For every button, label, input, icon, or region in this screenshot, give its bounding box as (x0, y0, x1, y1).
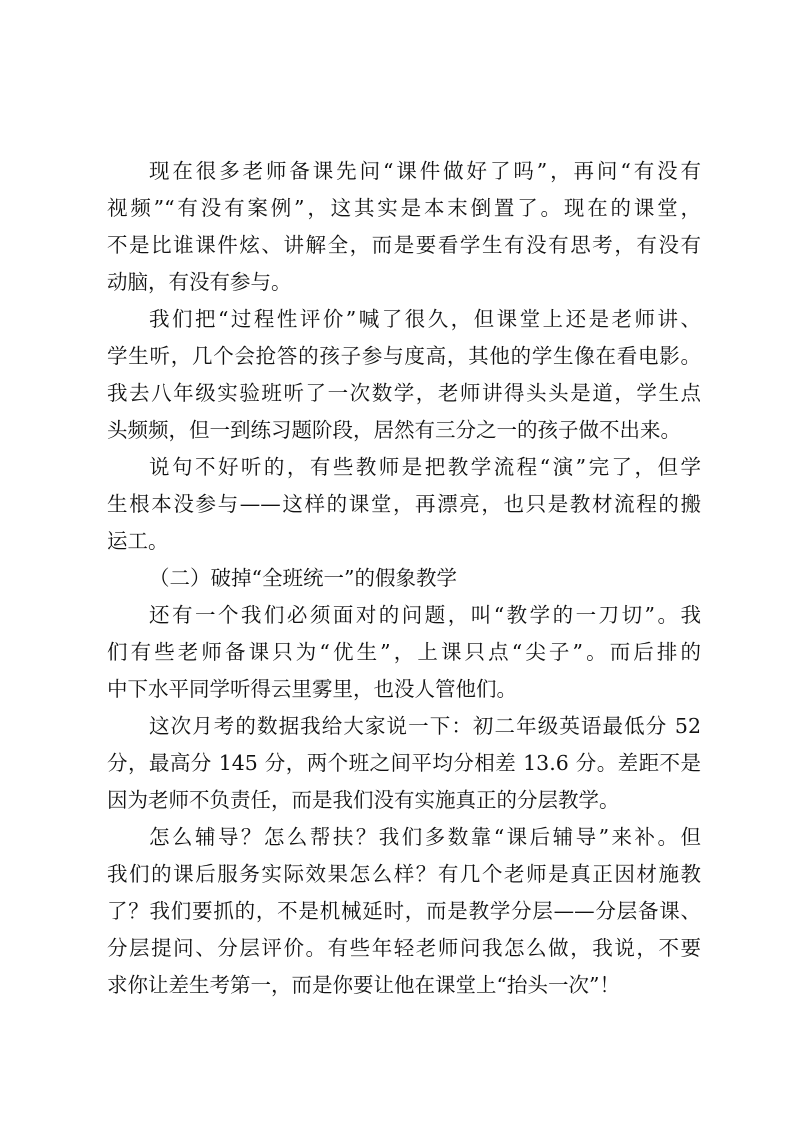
text-line: 因为老师不负责任，而是我们没有实施真正的分层教学。 (107, 788, 620, 812)
text-line: 分，最高分 145 分，两个班之间平均分相差 13.6 分。差距不是 (107, 751, 701, 775)
paragraph (107, 597, 701, 708)
text-line: 了？我们要抓的，不是机械延时，而是教学分层——分层备课、 (107, 899, 701, 923)
text-line: 现在很多老师备课先问“课件做好了吗”，再问“有没有 (149, 159, 701, 183)
text-line: 动脑，有没有参与。 (107, 270, 292, 294)
text-line: 运工。 (107, 529, 169, 553)
text-line: 分层提问、分层评价。有些年轻老师问我怎么做，我说，不要 (107, 936, 701, 960)
text-line: 这次月考的数据我给大家说一下：初二年级英语最低分 52 (149, 714, 701, 738)
paragraph (107, 819, 701, 1004)
section-heading (107, 560, 701, 597)
text-line: 怎么辅导？怎么帮扶？我们多数靠“课后辅导”来补。但 (149, 825, 701, 849)
text-line: 中下水平同学听得云里雾里，也没人管他们。 (107, 677, 517, 701)
text-line: 不是比谁课件炫、讲解全，而是要看学生有没有思考，有没有 (107, 233, 701, 257)
text-line: 说句不好听的，有些教师是把教学流程“演”完了，但学 (149, 455, 701, 479)
text-line: 还有一个我们必须面对的问题，叫“教学的一刀切”。我 (149, 603, 701, 627)
paragraph (107, 449, 701, 560)
text-line: 生根本没参与——这样的课堂，再漂亮，也只是教材流程的搬 (107, 492, 701, 516)
text-line: 我去八年级实验班听了一次数学，老师讲得头头是道，学生点 (107, 381, 701, 405)
document-body (107, 153, 701, 1004)
text-line: 学生听，几个会抢答的孩子参与度高，其他的学生像在看电影。 (107, 344, 701, 368)
paragraph (107, 153, 701, 301)
text-line: 求你让差生考第一，而是你要让他在课堂上“抬头一次”！ (107, 973, 620, 997)
text-line: （二）破掉“全班统一”的假象教学 (149, 566, 457, 590)
paragraph (107, 708, 701, 819)
text-line: 我们的课后服务实际效果怎么样？有几个老师是真正因材施教 (107, 862, 701, 886)
text-line: 我们把“过程性评价”喊了很久，但课堂上还是老师讲、 (149, 307, 701, 331)
text-line: 视频”“有没有案例”，这其实是本末倒置了。现在的课堂， (107, 196, 701, 220)
paragraph (107, 301, 701, 449)
text-line: 头频频，但一到练习题阶段，居然有三分之一的孩子做不出来。 (107, 418, 681, 442)
text-line: 们有些老师备课只为“优生”，上课只点“尖子”。而后排的 (107, 640, 701, 664)
